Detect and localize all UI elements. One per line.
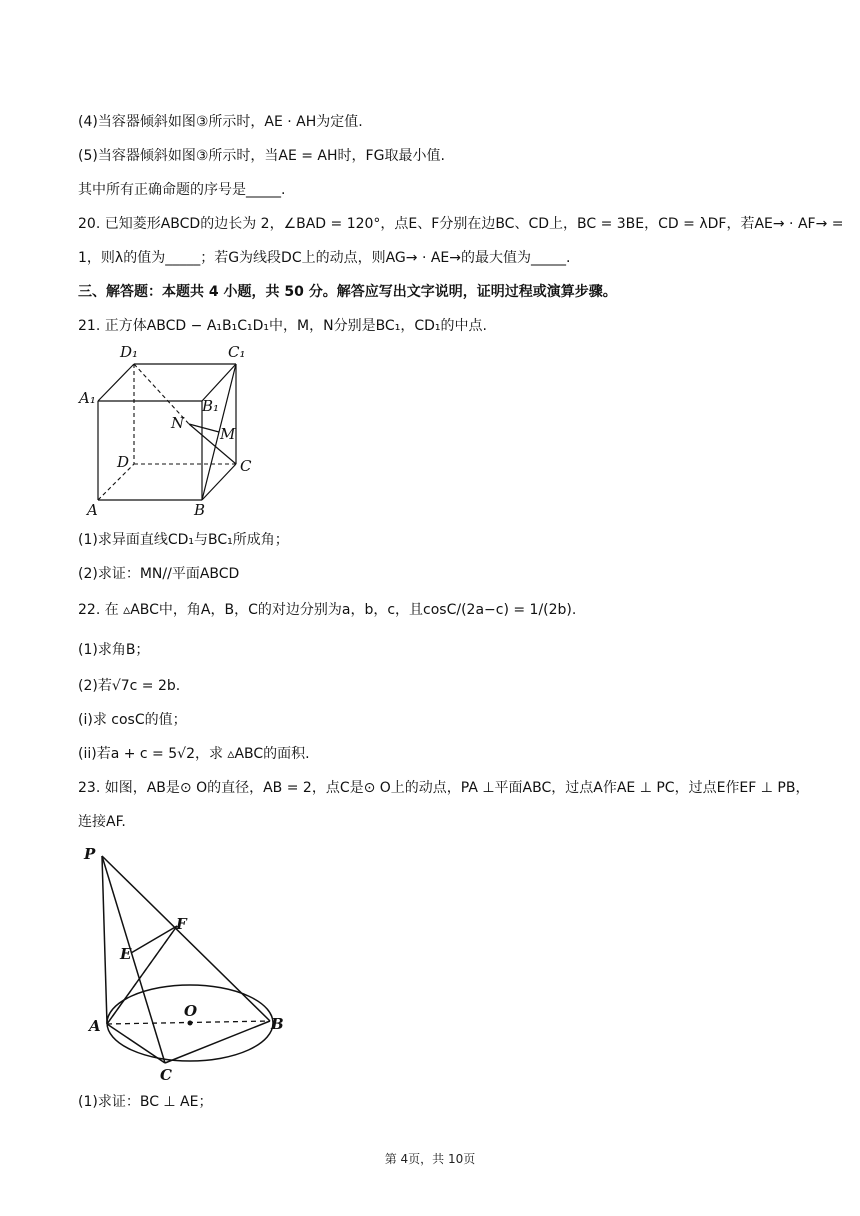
label-A1: A₁ xyxy=(79,389,96,407)
label-B: B xyxy=(194,501,206,519)
problem-20: 20. 已知菱形ABCD的边长为 2，∠BAD = 120°，点E、F分别在边BC、CD上，BC = 3BE，CD = λDF，若AE→ · AF→ = xyxy=(78,216,844,232)
cone-figure xyxy=(80,840,300,1085)
label-C1: C₁ xyxy=(228,343,246,361)
text-line: (1)求异面直线CD₁与BC₁所成角； xyxy=(78,532,289,548)
text-line: (4)当容器倾斜如图③所示时，AE · AH为定值. xyxy=(78,114,363,130)
text-line: (2)若√7c = 2b. xyxy=(78,678,181,694)
label-A: A xyxy=(89,1017,101,1035)
text-line: (ii)若a + c = 5√2，求 ▵ABC的面积. xyxy=(78,746,310,762)
problem-22: 22. 在 ▵ABC中，角A，B，C的对边分别为a，b，c，且cosC/(2a−c) = 1/(2b). xyxy=(78,602,577,618)
section-heading: 三、解答题：本题共 4 小题，共 50 分。解答应写出文字说明，证明过程或演算步骤。 xyxy=(78,284,617,300)
label-A: A xyxy=(87,501,98,519)
label-N: N xyxy=(171,414,185,432)
text-line: (1)求证：BC ⊥ AE； xyxy=(78,1094,213,1110)
label-C: C xyxy=(160,1066,172,1084)
label-O: O xyxy=(184,1002,198,1020)
text-line: (i)求 cosC的值； xyxy=(78,712,187,728)
label-C: C xyxy=(240,457,252,475)
text-line: (5)当容器倾斜如图③所示时，当AE = AH时，FG取最小值. xyxy=(78,148,445,164)
page-footer: 第 4页，共 10页 xyxy=(384,1152,476,1166)
label-D: D xyxy=(117,453,130,471)
text-line: 连接AF. xyxy=(78,814,126,830)
label-M: M xyxy=(220,425,236,443)
label-B1: B₁ xyxy=(202,397,220,415)
text-line: 其中所有正确命题的序号是_____. xyxy=(78,182,286,198)
cube-figure xyxy=(76,340,266,520)
text-line: (1)求角B； xyxy=(78,642,150,658)
text-line: (2)求证：MN//平面ABCD xyxy=(78,566,240,582)
problem-23: 23. 如图，AB是⊙ O的直径，AB = 2，点C是⊙ O上的动点，PA ⊥平面ABC，过点A作AE ⊥ PC，过点E作EF ⊥ PB， xyxy=(78,780,810,796)
label-F: F xyxy=(176,915,187,933)
label-E: E xyxy=(120,945,132,963)
label-B: B xyxy=(271,1015,284,1033)
center-point xyxy=(188,1021,193,1026)
problem-21: 21. 正方体ABCD − A₁B₁C₁D₁中，M，N分别是BC₁，CD₁的中点. xyxy=(78,318,487,334)
label-P: P xyxy=(84,845,96,863)
label-D1: D₁ xyxy=(120,343,139,361)
text-line: 1，则λ的值为_____；若G为线段DC上的动点，则AG→ · AE→的最大值为_____. xyxy=(78,250,571,266)
